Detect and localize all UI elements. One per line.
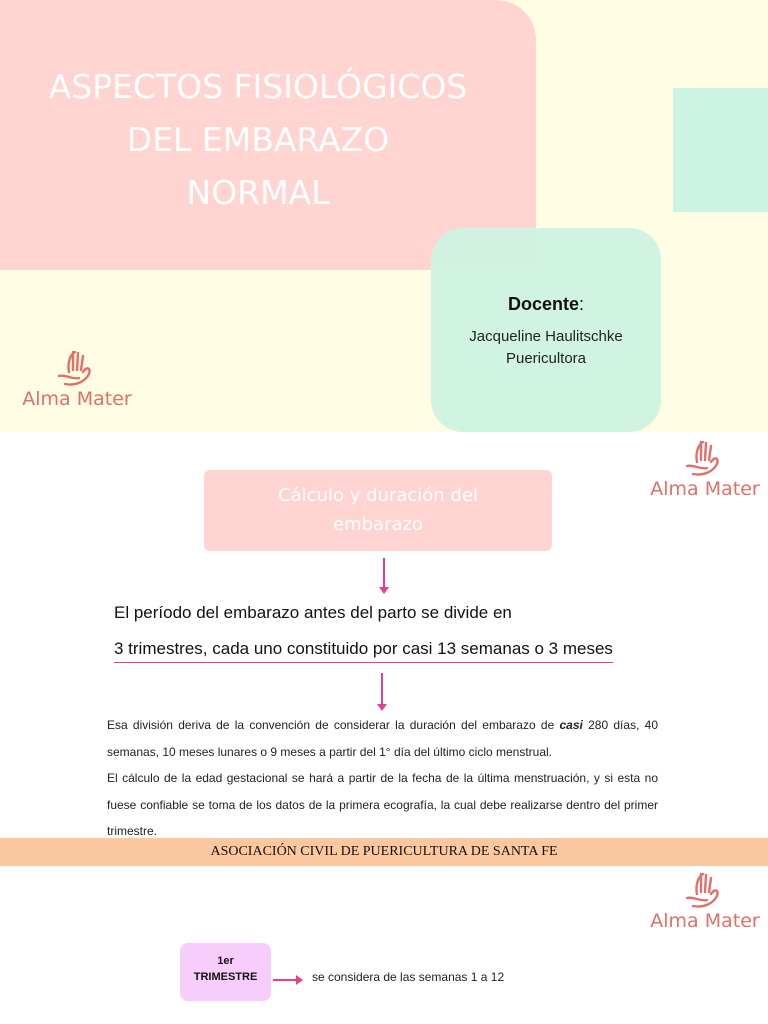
docente-heading bbox=[431, 294, 661, 315]
alma-mater-logo bbox=[17, 346, 137, 416]
period-line-1: El período del embarazo antes del parto se divide en bbox=[114, 603, 512, 622]
logo-text: Alma Mater bbox=[22, 388, 132, 410]
title-line-3: NORMAL bbox=[186, 173, 330, 212]
arrow-down-icon bbox=[381, 673, 383, 707]
paragraph-1 bbox=[107, 712, 658, 765]
section-title-line-2: embarazo bbox=[333, 514, 423, 535]
slide-title bbox=[0, 60, 516, 219]
trimester-description: se considera de las semanas 1 a 12 bbox=[312, 970, 505, 984]
title-line-2: DEL EMBARAZO bbox=[126, 120, 390, 159]
logo-text: Alma Mater bbox=[650, 478, 760, 500]
docente-role: Puericultora bbox=[505, 350, 587, 367]
explanation-paragraph bbox=[107, 712, 658, 845]
hands-heart-logo-icon bbox=[683, 436, 727, 480]
decorative-square bbox=[673, 88, 768, 212]
hands-heart-logo-icon bbox=[683, 868, 727, 912]
logo-text: Alma Mater bbox=[650, 910, 760, 932]
alma-mater-logo bbox=[645, 868, 765, 938]
section-title-line-1: Cálculo y duración del bbox=[278, 485, 478, 506]
section-title bbox=[204, 481, 552, 539]
title-slide bbox=[0, 0, 768, 432]
title-line-1: ASPECTOS FISIOLÓGICOS bbox=[48, 67, 468, 106]
trimester-line-2: TRIMESTRE bbox=[193, 971, 258, 983]
period-line-2: 3 trimestres, cada uno constituido por casi 13 semanas o 3 meses bbox=[114, 639, 613, 663]
docente-name: Jacqueline Haulitschke bbox=[469, 328, 623, 345]
para1-before: Esa división deriva de la convención de considerar la duración del embarazo de bbox=[107, 718, 560, 732]
arrow-right-icon bbox=[273, 979, 299, 981]
docente-label: Docente bbox=[507, 294, 579, 314]
paragraph-2: El cálculo de la edad gestacional se hará a partir de la fecha de la última menstruación, y si esta no fuese confiable se toma de los datos de la primera ecografía, la cual debe realizarse dentro del primer trimestre. bbox=[107, 771, 658, 838]
alma-mater-logo bbox=[645, 436, 765, 506]
para1-emphasis: casi bbox=[559, 718, 583, 732]
docente-info bbox=[431, 326, 661, 370]
trimester-label bbox=[180, 953, 271, 985]
hands-heart-logo-icon bbox=[55, 346, 99, 390]
arrow-down-icon bbox=[383, 558, 385, 590]
para1-after: 280 días, 40 semanas, 10 meses lunares o 9 meses a partir del 1° día del último ciclo menstrual. bbox=[107, 718, 658, 759]
footer-text: ASOCIACIÓN CIVIL DE PUERICULTURA DE SANTA FE bbox=[210, 844, 558, 859]
docente-colon: : bbox=[579, 294, 585, 314]
trimester-line-1: 1er bbox=[217, 955, 234, 967]
